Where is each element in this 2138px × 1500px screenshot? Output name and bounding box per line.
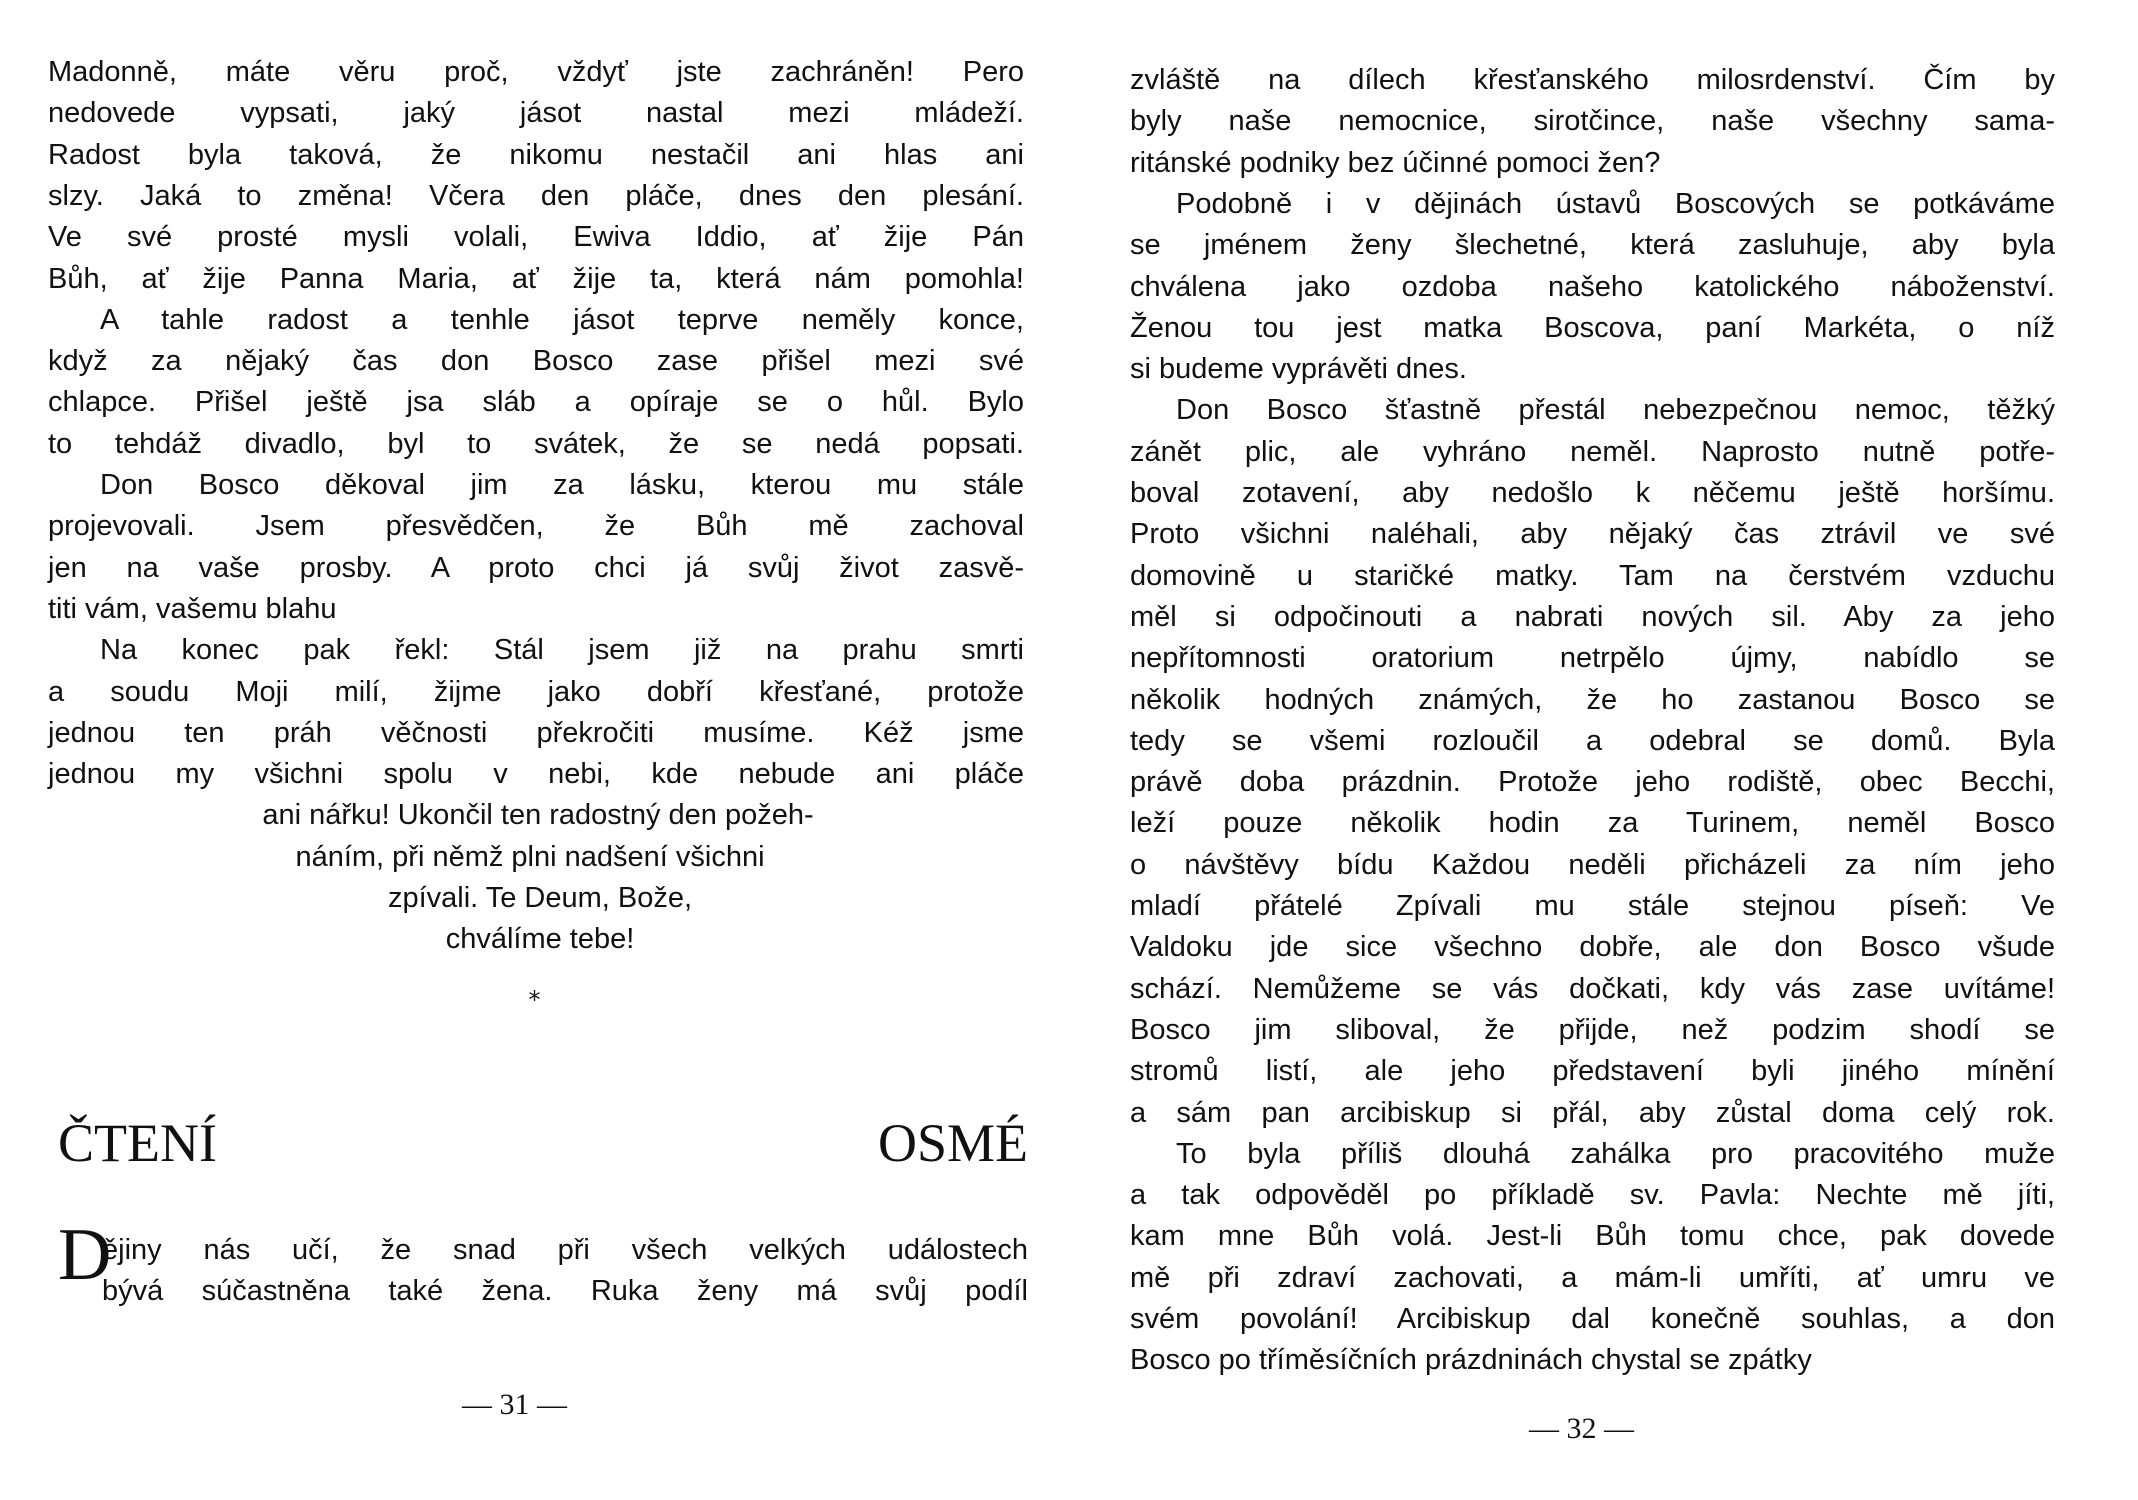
text-line: Madonně, máte věru proč, vždyť jste zachráněn! Pero xyxy=(48,56,1024,88)
text-line: chválena jako ozdoba našeho katolického náboženství. xyxy=(1130,270,2055,303)
text-line: náním, při němž plni nadšení všichni xyxy=(295,840,765,873)
text-line: ani nářku! Ukončil ten radostný den požeh- xyxy=(262,799,814,832)
text-line: Ve své prosté mysli volali, Ewiva Iddio, ať žije Pán xyxy=(48,221,1024,254)
text-line: Radost byla taková, že nikomu nestačil ani hlas ani xyxy=(48,138,1024,171)
text-line: nepřítomnosti oratorium netrpělo újmy, nabídlo se xyxy=(1130,642,2055,675)
text-line: jednou my všichni spolu v nebi, kde nebude ani pláče xyxy=(48,758,1024,791)
text-line: mě při zdraví zachovati, a mám-li umříti, ať umru ve xyxy=(1130,1261,2055,1294)
text-line: stromů listí, ale jeho představení byli jiného mínění xyxy=(1130,1055,2055,1088)
text-line: zvláště na dílech křesťanského milosrdenství. Čím by xyxy=(1130,64,2055,96)
text-line: Valdoku jde sice všechno dobře, ale don Bosco všude xyxy=(1130,931,2055,964)
text-line: právě doba prázdnin. Protože jeho rodiště, obec Becchi, xyxy=(1130,766,2055,799)
page-32 xyxy=(1069,0,2138,1500)
text-line: a soudu Moji milí, žijme jako dobří křesťané, protože xyxy=(48,675,1024,708)
text-line: když za nějaký čas don Bosco zase přišel mezi své xyxy=(48,345,1024,378)
text-line: to tehdáž divadlo, byl to svátek, že se nedá popsati. xyxy=(48,427,1024,460)
text-line: Ženou tou jest matka Boscova, paní Markéta, o níž xyxy=(1130,311,2055,344)
text-line: o návštěvy bídu Každou neděli přicházeli za ním jeho xyxy=(1130,848,2055,881)
text-line: si budeme vyprávěti dnes. xyxy=(1130,353,1467,386)
text-line: ějiny nás učí, že snad při všech velkých událostech xyxy=(102,1234,1028,1266)
text-line: a tak odpověděl po příkladě sv. Pavla: Nechte mě jíti, xyxy=(1130,1179,2055,1212)
text-line: Bosco po tříměsíčních prázdninách chystal se zpátky xyxy=(1130,1344,1812,1377)
text-line: To byla příliš dlouhá zahálka pro pracovitého muže xyxy=(1176,1137,2055,1170)
text-line: nedovede vypsati, jaký jásot nastal mezi mládeží. xyxy=(48,97,1024,130)
text-line: slzy. Jaká to změna! Včera den pláče, dnes den plesání. xyxy=(48,179,1024,212)
text-line: titi vám, vašemu blahu xyxy=(48,592,337,625)
text-line: Bosco jim sliboval, že přijde, než podzim shodí se xyxy=(1130,1013,2055,1046)
text-line: chválíme tebe! xyxy=(445,923,635,956)
text-line: Don Bosco šťastně přestál nebezpečnou nemoc, těžký xyxy=(1176,394,2055,427)
drop-cap: D xyxy=(58,1214,112,1296)
text-line: jednou ten práh věčnosti překročiti musíme. Kéž jsme xyxy=(48,716,1024,749)
text-line: měl si odpočinouti a nabrati nových sil. Aby za jeho xyxy=(1130,600,2055,633)
text-line: Podobně i v dějinách ústavů Boscových se potkáváme xyxy=(1176,187,2055,220)
page-number-31: — 31 — xyxy=(462,1388,567,1421)
section-separator: * xyxy=(528,986,541,1014)
text-line: domovině u staričké matky. Tam na čerstvém vzduchu xyxy=(1130,559,2055,592)
text-line: Na konec pak řekl: Stál jsem již na prahu smrti xyxy=(100,634,1024,667)
chapter-heading: ČTENÍ OSMÉ xyxy=(58,1113,1028,1173)
text-line: několik hodných známých, že ho zastanou Bosco se xyxy=(1130,683,2055,716)
text-line: boval zotavení, aby nedošlo k něčemu ještě horšímu. xyxy=(1130,477,2055,509)
text-line: leží pouze několik hodin za Turinem, neměl Bosco xyxy=(1130,807,2055,840)
text-line: svém povolání! Arcibiskup dal konečně souhlas, a don xyxy=(1130,1303,2055,1335)
text-line: mladí přátelé Zpívali mu stále stejnou píseň: Ve xyxy=(1130,890,2055,922)
text-line: bývá súčastněna také žena. Ruka ženy má svůj podíl xyxy=(102,1275,1028,1307)
text-line: schází. Nemůžeme se vás dočkati, kdy vás zase uvítáme! xyxy=(1130,972,2055,1005)
text-line: kam mne Bůh volá. Jest-li Bůh tomu chce, pak dovede xyxy=(1130,1220,2055,1253)
text-line: zánět plic, ale vyhráno neměl. Naprosto nutně potře- xyxy=(1130,435,2055,468)
text-line: ritánské podniky bez účinné pomoci žen? xyxy=(1130,146,1661,179)
text-line: jen na vaše prosby. A proto chci já svůj život zasvě- xyxy=(48,551,1024,584)
text-line: tedy se všemi rozloučil a odebral se domů. Byla xyxy=(1130,724,2055,757)
text-line: projevovali. Jsem přesvědčen, že Bůh mě zachoval xyxy=(48,510,1024,543)
text-line: zpívali. Te Deum, Bože, xyxy=(387,882,693,914)
text-line: Bůh, ať žije Panna Maria, ať žije ta, která nám pomohla! xyxy=(48,262,1024,295)
text-line: se jménem ženy šlechetné, která zasluhuje, aby byla xyxy=(1130,229,2055,262)
text-line: Don Bosco děkoval jim za lásku, kterou mu stále xyxy=(100,469,1024,501)
text-line: Proto všichni naléhali, aby nějaký čas ztrávil ve své xyxy=(1130,518,2055,551)
text-line: chlapce. Přišel ještě jsa sláb a opíraje se o hůl. Bylo xyxy=(48,386,1024,419)
text-line: A tahle radost a tenhle jásot teprve neměly konce, xyxy=(100,303,1024,336)
text-line: byly naše nemocnice, sirotčince, naše všechny sama- xyxy=(1130,105,2055,138)
page-number-32: — 32 — xyxy=(1529,1412,1634,1445)
text-line: a sám pan arcibiskup si přál, aby zůstal doma celý rok. xyxy=(1130,1096,2055,1129)
